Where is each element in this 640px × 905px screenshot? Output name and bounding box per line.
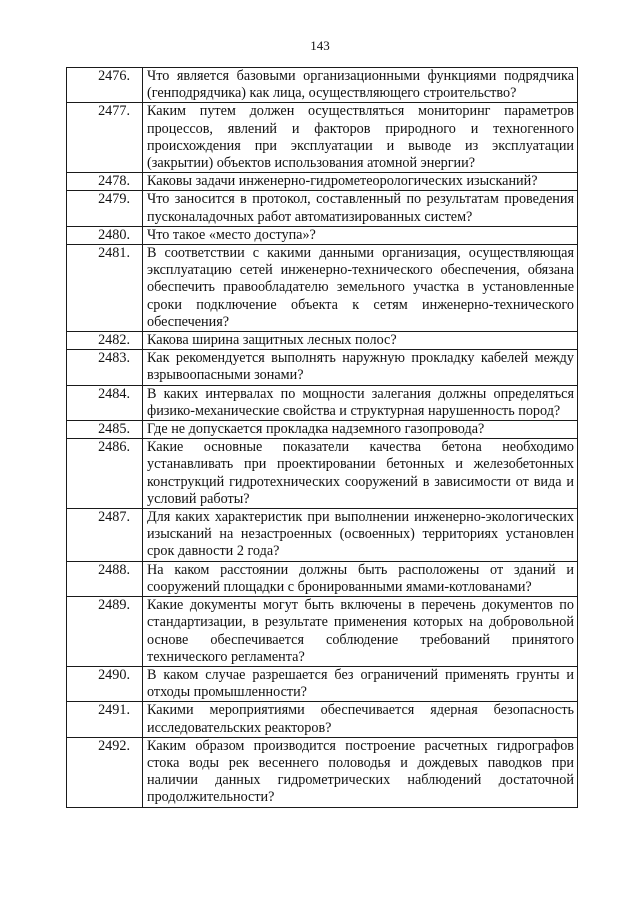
- question-number: 2479.: [67, 191, 143, 226]
- question-number: 2476.: [67, 68, 143, 103]
- question-text: Что заносится в протокол, составленный по результатам проведения пусконаладочных работ автоматизированных систем?: [143, 191, 578, 226]
- question-text: Каковы задачи инженерно-гидрометеорологических изысканий?: [143, 173, 578, 191]
- question-row: [67, 103, 578, 173]
- question-number: 2486.: [67, 439, 143, 509]
- question-text: Какие документы могут быть включены в перечень документов по стандартизации, в результате применения которых на добровольной основе обеспечивается соблюдение требований принятого технического регламента?: [143, 597, 578, 667]
- question-row: [67, 173, 578, 191]
- question-number: 2483.: [67, 350, 143, 385]
- question-text: Как рекомендуется выполнять наружную прокладку кабелей между взрывоопасными зонами?: [143, 350, 578, 385]
- question-row: [67, 332, 578, 350]
- question-row: [67, 702, 578, 737]
- page-number: 143: [310, 38, 330, 53]
- question-text: Для каких характеристик при выполнении инженерно-экологических изысканий на незастроенных (освоенных) территориях установлен срок давности 2 года?: [143, 509, 578, 562]
- question-number: 2492.: [67, 737, 143, 807]
- question-row: [67, 350, 578, 385]
- question-number: 2487.: [67, 509, 143, 562]
- question-number: 2490.: [67, 666, 143, 701]
- question-number: 2482.: [67, 332, 143, 350]
- question-row: [67, 666, 578, 701]
- question-text: Каким путем должен осуществляться мониторинг параметров процессов, явлений и факторов природного и техногенного происхождения при эксплуатации и выводе из эксплуатации (закрытии) объектов использования атомной энергии?: [143, 103, 578, 173]
- question-row: [67, 226, 578, 244]
- question-number: 2488.: [67, 561, 143, 596]
- question-row: [67, 421, 578, 439]
- question-row: [67, 68, 578, 103]
- question-row: [67, 737, 578, 807]
- question-number: 2484.: [67, 385, 143, 420]
- question-row: [67, 439, 578, 509]
- question-text: Какие основные показатели качества бетона необходимо устанавливать при проектировании бетонных и железобетонных конструкций гидротехнических сооружений в зависимости от вида и условий работы?: [143, 439, 578, 509]
- question-number: 2480.: [67, 226, 143, 244]
- question-text: Какова ширина защитных лесных полос?: [143, 332, 578, 350]
- questions-table: [66, 67, 578, 808]
- question-text: Что является базовыми организационными функциями подрядчика (генподрядчика) как лица, осуществляющего строительство?: [143, 68, 578, 103]
- question-row: [67, 191, 578, 226]
- question-row: [67, 509, 578, 562]
- question-row: [67, 385, 578, 420]
- question-text: Каким образом производится построение расчетных гидрографов стока воды рек весеннего половодья и дождевых паводков при наличии данных гидрометрических наблюдений достаточной продолжительности?: [143, 737, 578, 807]
- question-text: Какими мероприятиями обеспечивается ядерная безопасность исследовательских реакторов?: [143, 702, 578, 737]
- question-number: 2491.: [67, 702, 143, 737]
- question-text: В каких интервалах по мощности залегания должны определяться физико-механические свойства и структурная нарушенность пород?: [143, 385, 578, 420]
- question-text: Где не допускается прокладка надземного газопровода?: [143, 421, 578, 439]
- question-row: [67, 597, 578, 667]
- question-number: 2489.: [67, 597, 143, 667]
- questions-table-body: [67, 68, 578, 808]
- question-text: В соответствии с какими данными организация, осуществляющая эксплуатацию сетей инженерно-технического обеспечения, обязана обеспечить правообладателю земельного участка в установленные сроки подключение объекта к сетям инженерно-технического обеспечения?: [143, 245, 578, 332]
- question-number: 2478.: [67, 173, 143, 191]
- question-number: 2481.: [67, 245, 143, 332]
- question-row: [67, 561, 578, 596]
- question-text: На каком расстоянии должны быть расположены от зданий и сооружений площадки с бронированными ямами-котлованами?: [143, 561, 578, 596]
- question-text: Что такое «место доступа»?: [143, 226, 578, 244]
- question-text: В каком случае разрешается без ограничений применять грунты и отходы промышленности?: [143, 666, 578, 701]
- question-number: 2477.: [67, 103, 143, 173]
- question-row: [67, 245, 578, 332]
- question-number: 2485.: [67, 421, 143, 439]
